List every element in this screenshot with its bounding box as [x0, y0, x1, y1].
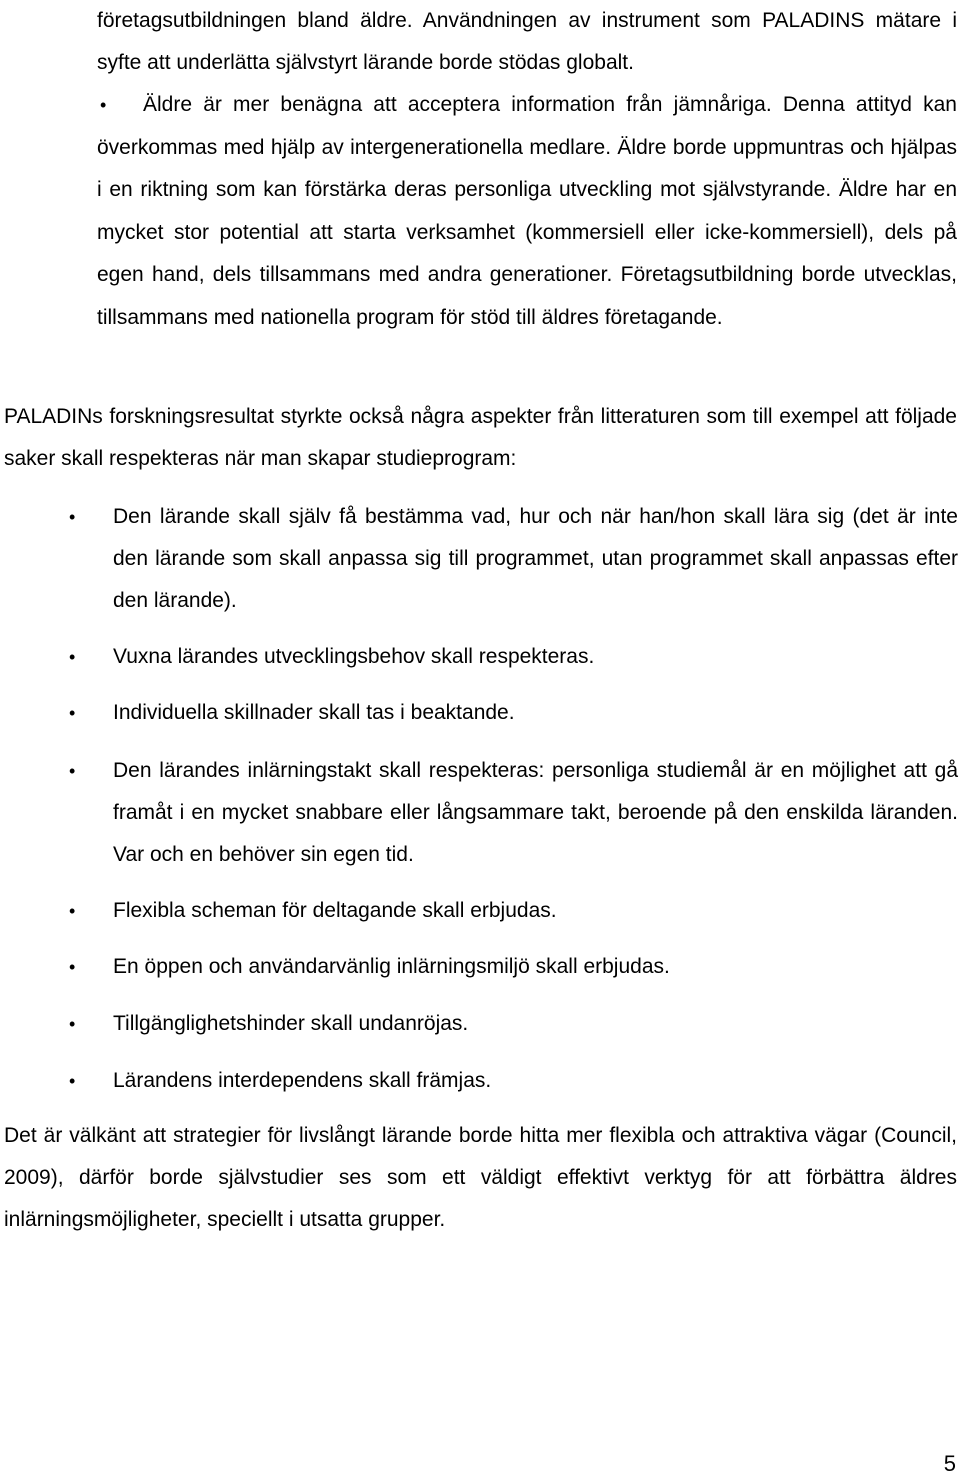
list-item-text: Flexibla scheman för deltagande skall erbjudas. — [113, 899, 557, 922]
list-item — [69, 946, 958, 988]
list-item — [69, 1003, 958, 1045]
list-item — [69, 692, 958, 734]
body-paragraph: PALADINs forskningsresultat styrkte också några aspekter från litteraturen som till exempel att följade saker skall respekteras när man skapar studieprogram: — [4, 405, 957, 470]
list-item-text: Individuella skillnader skall tas i beaktande. — [113, 701, 515, 724]
page-number: 5 — [943, 1451, 956, 1476]
bullet-icon: • — [69, 761, 76, 781]
bullet-icon: • — [69, 901, 76, 921]
bullet-icon: • — [69, 1014, 76, 1034]
bullet-icon: • — [69, 507, 76, 527]
list-item — [69, 890, 958, 932]
list-item — [69, 496, 958, 622]
bullet-icon: • — [69, 647, 76, 667]
list-item-text: Tillgänglighetshinder skall undanröjas. — [113, 1012, 469, 1035]
list-item-text: Den lärande skall själv få bestämma vad, hur och när han/hon skall lära sig (det är inte den lärande som skall anpassa sig till programmet, utan programmet skall anpassas efter den lärande). — [113, 505, 958, 612]
list-item-text: Lärandens interdependens skall främjas. — [113, 1069, 492, 1092]
list-item — [69, 750, 958, 876]
continuation-bullet-text: Äldre är mer benägna att acceptera information från jämnåriga. Denna attityd kan överkommas med hjälp av intergenerationella medlare. Äldre borde uppmuntras och hjälpas i en riktning som kan förstärka deras personliga utveckling mot självstyrande. Äldre har en mycket stor potential att starta verksamhet (kommersiell eller icke-kommersiell), dels på egen hand, dels tillsammans med andra generationer. Företagsutbildning borde utvecklas, tillsammans med nationella program för stöd till äldres företagande. — [97, 93, 957, 329]
list-item — [69, 636, 958, 678]
bullet-icon: • — [100, 95, 107, 115]
bullet-icon: • — [69, 703, 76, 723]
continuation-paragraph: företagsutbildningen bland äldre. Användningen av instrument som PALADINS mätare i syfte att underlätta självstyrt lärande borde stödas globalt. — [97, 9, 957, 74]
list-item-text: Den lärandes inlärningstakt skall respekteras: personliga studiemål är en möjlighet att gå framåt i en mycket snabbare eller långsammare takt, beroende på den enskilda läranden. Var och en behöver sin egen tid. — [113, 759, 958, 866]
closing-paragraph: Det är välkänt att strategier för livslångt lärande borde hitta mer flexibla och attraktiva vägar (Council, 2009), därför borde självstudier ses som ett väldigt effektivt verktyg för att förbättra äldres inlärningsmöjligheter, speciellt i utsatta grupper. — [4, 1124, 957, 1231]
continuation-bullet-item — [97, 84, 957, 339]
list-item-text: Vuxna lärandes utvecklingsbehov skall respekteras. — [113, 645, 595, 668]
bullet-icon: • — [69, 1071, 76, 1091]
list-item — [69, 1060, 958, 1102]
list-item-text: En öppen och användarvänlig inlärningsmiljö skall erbjudas. — [113, 955, 670, 978]
bullet-icon: • — [69, 957, 76, 977]
